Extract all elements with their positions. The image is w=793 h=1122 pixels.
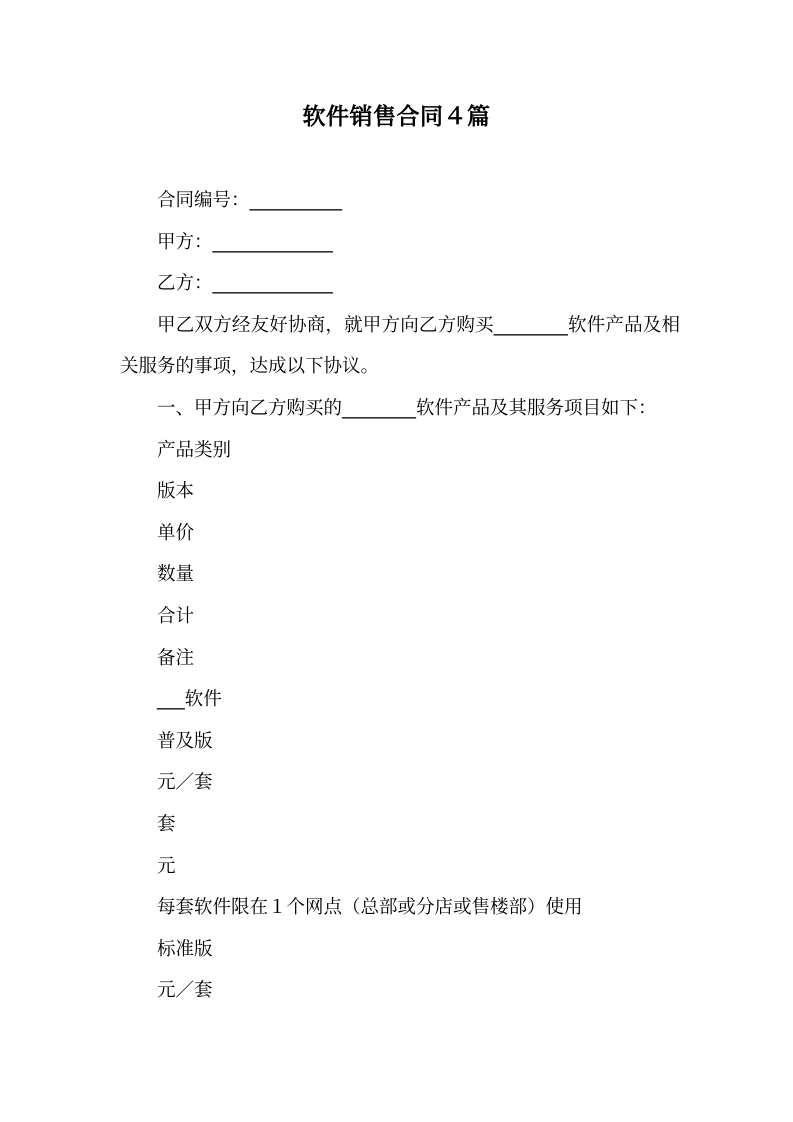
basic-edition-line: 普及版 [157,730,213,752]
party-a-line: 甲方：_____________ [157,231,333,253]
set-unit-line: 套 [157,813,176,835]
quantity-label: 数量 [157,564,195,586]
clause-one-line: 一、甲方向乙方购买的________软件产品及其服务项目如下： [157,397,657,419]
unit-price-label: 单价 [157,522,195,544]
party-b-line: 乙方：_____________ [157,273,333,295]
usage-restriction-line: 每套软件限在１个网点（总部或分店或售楼部）使用 [157,897,583,919]
document-title: 软件销售合同４篇 [302,104,491,130]
standard-edition-line: 标准版 [157,938,213,960]
remarks-label: 备注 [157,647,195,669]
software-name-line: ___软件 [157,689,222,711]
version-label: 版本 [157,481,195,503]
intro-paragraph: 甲乙双方经友好协商，就甲方向乙方购买________软件产品及相关服务的事项，达成以下协议。 [120,314,680,378]
contract-number-line: 合同编号：__________ [157,190,343,211]
document-body [120,180,680,1012]
product-category-label: 产品类别 [157,439,232,461]
yuan-unit-line: 元 [157,855,176,877]
price-per-set-line-2: 元／套 [157,980,213,1002]
price-per-set-line: 元／套 [157,772,213,794]
total-label: 合计 [157,605,195,627]
